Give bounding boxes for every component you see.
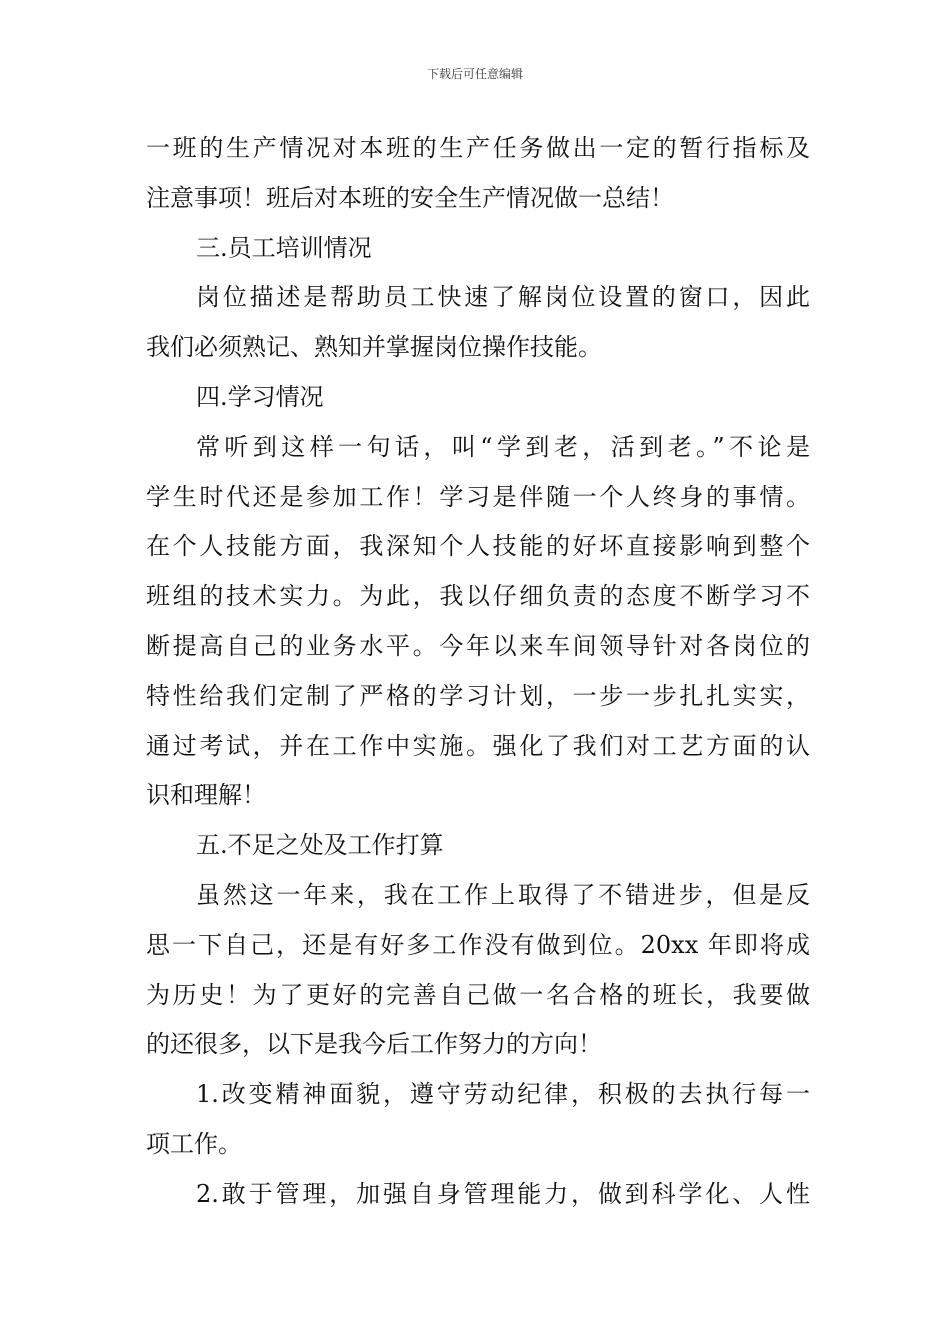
section-heading: 三.员工培训情况 [196, 233, 372, 262]
body-line: 注意事项！班后对本班的安全生产情况做一总结！ [146, 183, 674, 212]
body-line: 常听到这样一句话，叫“学到老，活到老。”不论是 [196, 432, 810, 461]
page-header: 下载后可任意编辑 [426, 67, 523, 81]
document-body [146, 124, 810, 1220]
body-line: 断提高自己的业务水平。今年以来车间领导针对各岗位的 [146, 631, 810, 660]
body-line: 班组的技术实力。为此，我以仔细负责的态度不断学习不 [146, 582, 810, 611]
body-line: 虽然这一年来，我在工作上取得了不错进步，但是反 [196, 880, 810, 909]
body-line: 一班的生产情况对本班的生产任务做出一定的暂行指标及 [146, 134, 810, 162]
body-line: 岗位描述是帮助员工快速了解岗位设置的窗口，因此 [196, 283, 810, 312]
body-line: 通过考试，并在工作中实施。强化了我们对工艺方面的认 [146, 731, 810, 760]
body-line: 的还很多，以下是我今后工作努力的方向！ [146, 1030, 602, 1059]
list-item: 2.敢于管理，加强自身管理能力，做到科学化、人性 [196, 1179, 810, 1208]
body-line: 项工作。 [146, 1129, 242, 1158]
list-item: 1.改变精神面貌，遵守劳动纪律，积极的去执行每一 [196, 1080, 810, 1109]
body-line: 我们必须熟记、熟知并掌握岗位操作技能。 [146, 333, 602, 362]
body-line: 特性给我们定制了严格的学习计划，一步一步扎扎实实， [146, 681, 810, 710]
body-line: 学生时代还是参加工作！学习是伴随一个人终身的事情。 [146, 482, 810, 511]
section-heading: 五.不足之处及工作打算 [196, 831, 444, 860]
body-line: 思一下自己，还是有好多工作没有做到位。20xx 年即将成 [146, 930, 810, 959]
section-heading: 四.学习情况 [196, 382, 324, 411]
body-line: 为历史！为了更好的完善自己做一名合格的班长，我要做 [146, 980, 810, 1009]
body-line: 识和理解！ [146, 781, 266, 810]
body-line: 在个人技能方面，我深知个人技能的好坏直接影响到整个 [146, 532, 810, 561]
